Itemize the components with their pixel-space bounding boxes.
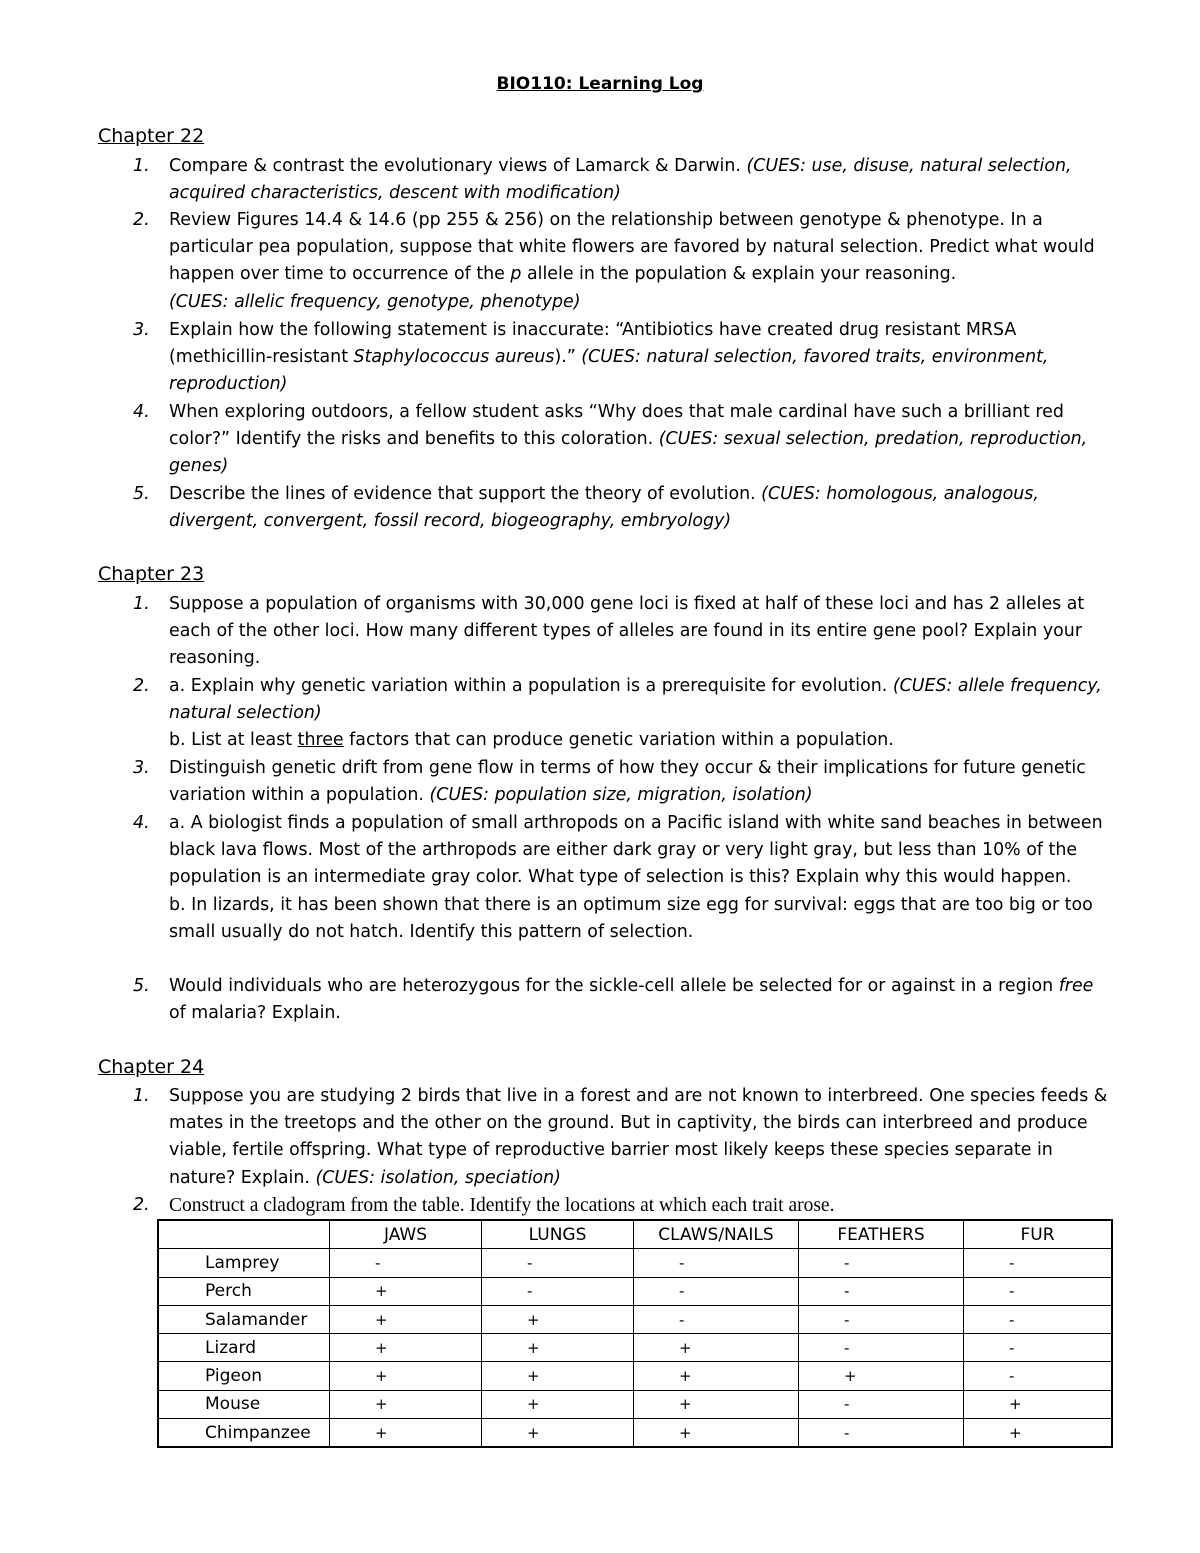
trait-value-cell: - [634, 1305, 799, 1333]
trait-value-cell: + [634, 1390, 799, 1418]
question-text: Describe the lines of evidence that support the theory of evolution. [169, 484, 762, 504]
chapter-heading-22: Chapter 22 [98, 125, 205, 147]
question-number: 5. [133, 484, 150, 504]
question-text: Distinguish genetic drift from gene flow in terms of how they occur & their implications for future genetic variation within a population. [169, 758, 1086, 806]
trait-value-cell: + [482, 1390, 634, 1418]
question-cues: (CUES: isolation, speciation) [315, 1167, 561, 1188]
question-part-b: b. In lizards, it has been shown that there is an optimum size egg for survival: eggs that are too big or too small usually do not hatch. Identify this pattern of selection. [169, 894, 1093, 942]
trait-value-cell: - [964, 1362, 1113, 1390]
question-number: 4. [133, 402, 150, 422]
chapter-heading-23: Chapter 23 [98, 563, 205, 585]
trait-value-cell: + [634, 1362, 799, 1390]
question-ch22-4 [133, 399, 1108, 481]
trait-value-cell: - [634, 1249, 799, 1277]
question-ch23-3 [133, 755, 1108, 809]
question-number: 3. [133, 320, 150, 340]
question-ch23-4 [133, 810, 1108, 946]
question-text: Compare & contrast the evolutionary views of Lamarck & Darwin. [169, 156, 747, 176]
header-cell-claws-nails: CLAWS/NAILS [634, 1220, 799, 1249]
trait-value-cell: + [330, 1334, 482, 1362]
question-part-a: a. A biologist finds a population of small arthropods on a Pacific island with white sand beaches in between black lava flows. Most of the arthropods are either dark gray or very light gray, but less than 10% of the population is an intermediate gray color. What type of selection is this? Explain why this would happen. [169, 813, 1103, 888]
question-text: Explain how the following statement is inaccurate: “Antibiotics have created drug resistant MRSA (methicillin-resistant [169, 320, 1017, 368]
question-text-continued: ).” [554, 347, 582, 368]
question-cues: (CUES: population size, migration, isolation) [429, 785, 813, 806]
allele-symbol: p [510, 264, 522, 285]
question-ch22-5 [133, 481, 1108, 535]
trait-value-cell: - [799, 1390, 964, 1418]
question-part-a: a. Explain why genetic variation within a population is a prerequisite for evolution. [169, 676, 893, 696]
question-part-b: b. List at least [169, 730, 298, 751]
question-text-continued: allele in the population & explain your reasoning. [521, 264, 957, 285]
trait-value-cell: - [330, 1249, 482, 1277]
header-cell-organism [158, 1220, 330, 1249]
question-cues: (CUES: sexual selection, predation, reproduction, genes) [169, 429, 1088, 477]
question-text: Review Figures 14.4 & 14.6 (pp 255 & 256) on the relationship between genotype & phenotype. In a particular pea population, suppose that white flowers are favored by natural selection. Predict what would happen over time to occurrence of the [169, 210, 1095, 285]
question-number: 2. [133, 1195, 150, 1215]
trait-value-cell: + [964, 1390, 1113, 1418]
table-row [158, 1249, 1112, 1277]
organism-cell: Lizard [158, 1334, 330, 1362]
trait-value-cell: - [799, 1277, 964, 1305]
trait-value-cell: - [964, 1249, 1113, 1277]
table-row [158, 1277, 1112, 1305]
question-part-b-continued: factors that can produce genetic variation within a population. [343, 730, 894, 751]
organism-cell: Pigeon [158, 1362, 330, 1390]
question-number: 2. [133, 210, 150, 230]
question-ch23-2 [133, 673, 1108, 755]
trait-value-cell: + [330, 1390, 482, 1418]
trait-value-cell: + [330, 1277, 482, 1305]
trait-value-cell: + [482, 1334, 634, 1362]
trait-value-cell: + [634, 1334, 799, 1362]
trait-value-cell: + [482, 1362, 634, 1390]
trait-value-cell: - [482, 1277, 634, 1305]
question-number: 4. [133, 813, 150, 833]
table-row [158, 1390, 1112, 1418]
trait-value-cell: + [330, 1305, 482, 1333]
organism-cell: Lamprey [158, 1249, 330, 1277]
question-number: 5. [133, 976, 150, 996]
question-ch24-1 [133, 1083, 1108, 1192]
header-cell-feathers: FEATHERS [799, 1220, 964, 1249]
trait-value-cell: - [482, 1249, 634, 1277]
trait-value-cell: + [330, 1362, 482, 1390]
trait-value-cell: - [964, 1334, 1113, 1362]
question-text: Suppose a population of organisms with 30,000 gene loci is fixed at half of these loci and has 2 alleles at each of the other loci. How many different types of alleles are found in its entire gene pool? Explain your reasoning. [169, 594, 1085, 669]
trait-value-cell: - [799, 1305, 964, 1333]
question-ch22-1 [133, 153, 1108, 207]
table-row [158, 1334, 1112, 1362]
trait-value-cell: - [964, 1305, 1113, 1333]
question-number: 2. [133, 676, 150, 696]
question-cues: (CUES: natural selection, favored traits, environment, reproduction) [169, 347, 1049, 395]
question-text: Would individuals who are heterozygous for the sickle-cell allele be selected for or against in a region [169, 976, 1059, 996]
emphasis-italic: free [1058, 976, 1094, 996]
trait-table-header [158, 1220, 1112, 1249]
trait-table [157, 1219, 1113, 1448]
table-row [158, 1305, 1112, 1333]
question-cues: (CUES: allelic frequency, genotype, phenotype) [169, 291, 581, 312]
question-ch22-2 [133, 207, 1108, 316]
organism-cell: Chimpanzee [158, 1419, 330, 1448]
trait-value-cell: + [964, 1419, 1113, 1448]
table-row [158, 1362, 1112, 1390]
question-number: 3. [133, 758, 150, 778]
question-cues: (CUES: allele frequency, natural selection) [169, 676, 1102, 724]
organism-cell: Perch [158, 1277, 330, 1305]
question-number: 1. [133, 594, 150, 614]
question-text: When exploring outdoors, a fellow student asks “Why does that male cardinal have such a brilliant red color?” Identify the risks and benefits to this coloration. [169, 402, 1064, 450]
trait-value-cell: - [634, 1277, 799, 1305]
chapter-heading-24: Chapter 24 [98, 1056, 205, 1078]
emphasis-underlined: three [297, 730, 344, 751]
question-ch24-2 [133, 1192, 1108, 1219]
trait-value-cell: + [330, 1419, 482, 1448]
trait-value-cell: - [799, 1419, 964, 1448]
question-cues: (CUES: homologous, analogous, divergent, convergent, fossil record, biogeography, embryology) [169, 484, 1039, 532]
header-cell-fur: FUR [964, 1220, 1113, 1249]
question-number: 1. [133, 1086, 150, 1106]
organism-cell: Salamander [158, 1305, 330, 1333]
trait-value-cell: - [799, 1249, 964, 1277]
header-cell-jaws: JAWS [330, 1220, 482, 1249]
question-ch22-3 [133, 317, 1108, 399]
question-number: 1. [133, 156, 150, 176]
trait-value-cell: + [482, 1419, 634, 1448]
trait-value-cell: + [634, 1419, 799, 1448]
table-row [158, 1419, 1112, 1448]
trait-value-cell: + [799, 1362, 964, 1390]
trait-value-cell: - [964, 1277, 1113, 1305]
organism-cell: Mouse [158, 1390, 330, 1418]
question-cues: (CUES: use, disuse, natural selection, acquired characteristics, descent with modification) [169, 156, 1072, 204]
header-cell-lungs: LUNGS [482, 1220, 634, 1249]
question-text: Construct a cladogram from the table. Identify the locations at which each trait arose. [169, 1195, 835, 1216]
question-text-continued: of malaria? Explain. [169, 1003, 341, 1024]
trait-value-cell: - [799, 1334, 964, 1362]
question-ch23-1 [133, 591, 1108, 673]
page-title: BIO110: Learning Log [496, 74, 704, 94]
question-ch23-5 [133, 973, 1108, 1027]
question-text: Suppose you are studying 2 birds that live in a forest and are not known to interbreed. One species feeds & mates in the treetops and the other on the ground. But in captivity, the birds can interbreed and produce viable, fertile offspring. What type of reproductive barrier most likely keeps these species separate in nature? Explain. [169, 1086, 1108, 1188]
trait-table-body [158, 1249, 1112, 1448]
trait-value-cell: + [482, 1305, 634, 1333]
species-name: Staphylococcus aureus [353, 347, 555, 368]
